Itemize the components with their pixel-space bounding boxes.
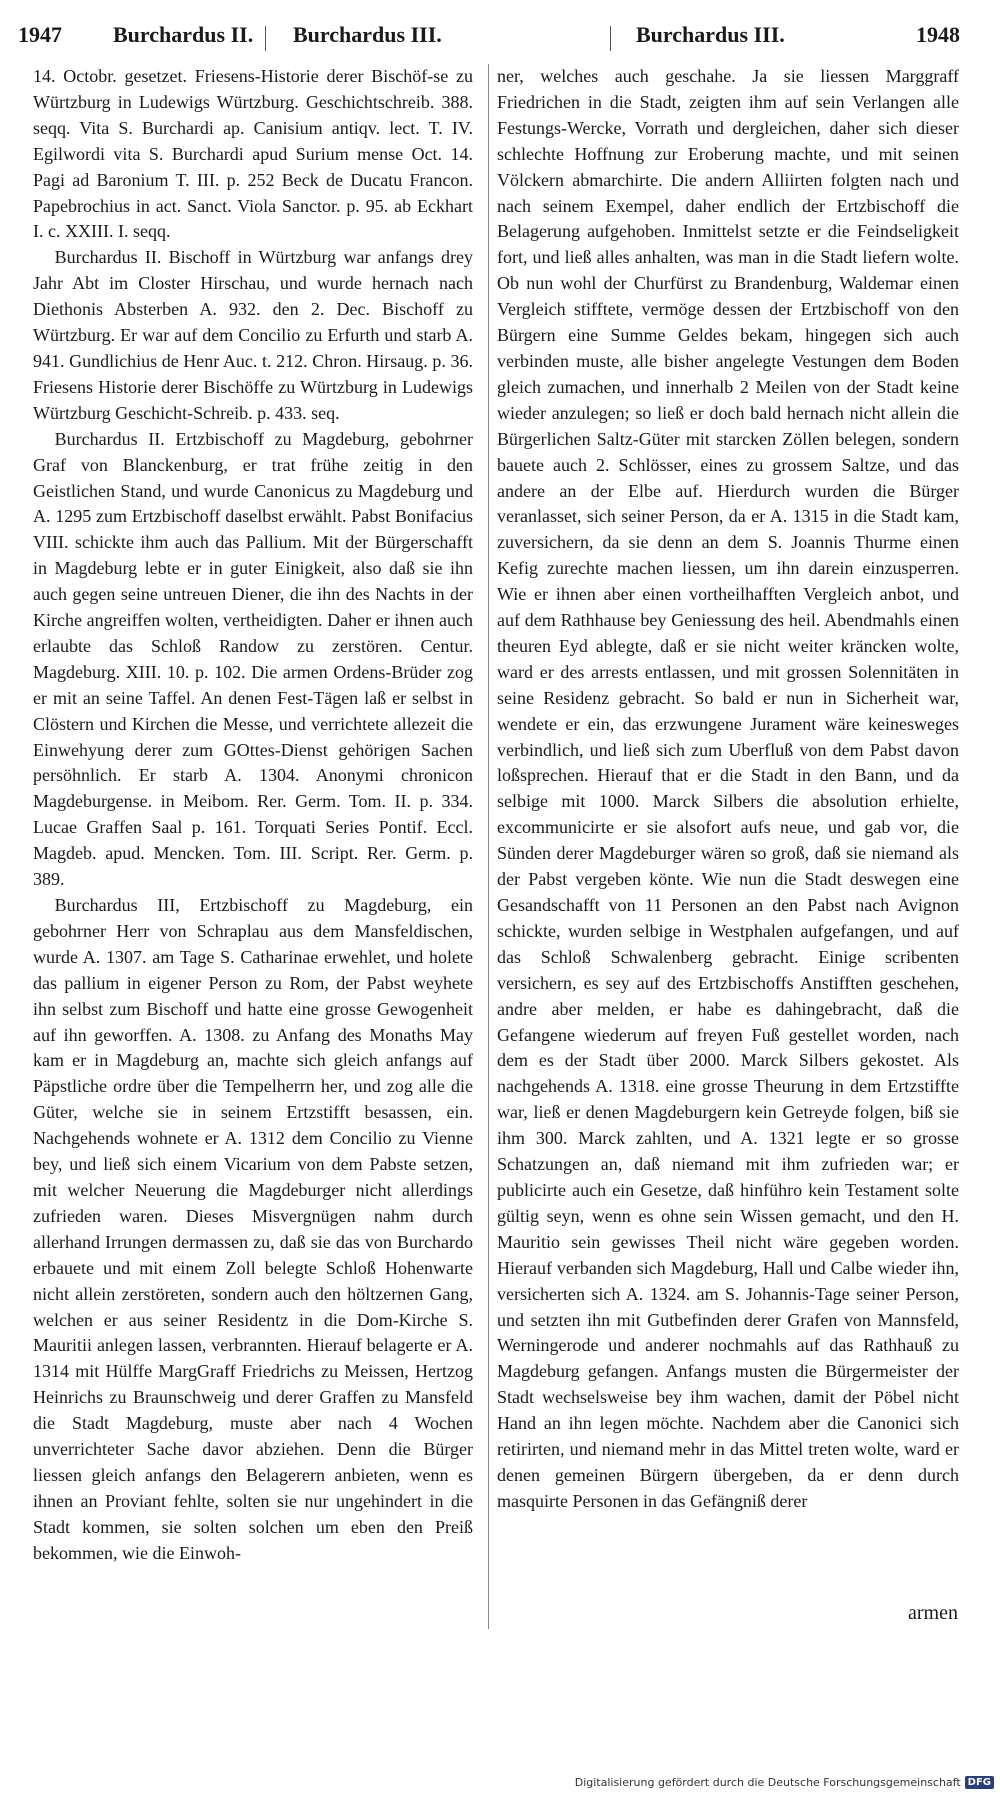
column-rule (488, 64, 489, 1629)
page-number-right: 1948 (916, 22, 960, 47)
page-header (18, 22, 960, 56)
dfg-logo: DFG (965, 1776, 994, 1789)
paragraph: Burchardus II. Bischoff in Würtzburg war anfangs drey Jahr Abt im Closter Hirschau, und wurde hernach nach Diethonis Absterben A. 932. den 2. Dec. Bischoff zu Würtzburg. Er war auf dem Concilio zu Erfurth und starb A. 941. Gundlichius de Henr Auc. t. 212. Chron. Hirsaug. p. 36. Friesens Historie derer Bischöffe zu Würtzburg in Ludewigs Würtzburg Geschicht-Schreib. p. 433. seq. (33, 247, 473, 423)
left-column (33, 64, 473, 1567)
header-divider (610, 26, 611, 51)
running-title-left-2: Burchardus III. (293, 22, 442, 47)
paragraph: 14. Octobr. gesetzet. Friesens-Historie derer Bischöf-se zu Würtzburg in Ludewigs Würtzburg. Geschichtschreib. 388. seqq. Vita S. Burchardi ap. Canisium antiqv. lect. T. IV. Egilwordi vita S. Burchardi apud Surium mense Oct. 14. Pagi ad Baronium T. III. p. 252 Beck de Ducatu Francon. Papebrochius in act. Sanct. Viola Sanctor. p. 95. ab Eckhart I. c. XXIII. I. seqq. (33, 66, 473, 242)
footer (575, 1776, 994, 1789)
page-number-left: 1947 (18, 22, 62, 47)
running-title-left-1: Burchardus II. (113, 22, 254, 47)
catchword: armen (908, 1602, 958, 1624)
paragraph: Burchardus III, Ertzbischoff zu Magdeburg, ein gebohrner Herr von Schraplau aus dem Mansfeldischen, wurde A. 1307. am Tage S. Catharinae erwehlet, und holete das pallium in eigener Person zu Rom, der Pabst weyhete ihn selbst zum Bischoff und hatte eine grosse Gewogenheit auf ihn geworffen. A. 1308. zu Anfang des Monaths May kam er in Magdeburg an, machte sich gleich anfangs auf Päpstliche ordre über die Tempelherrn her, und zog alle die Güter, welche sie in seinem Ertzstifft besassen, ein. Nachgehends wohnete er A. 1312 dem Concilio zu Vienne bey, und ließ sich einem Vicarium von dem Pabste setzen, mit welcher Neuerung die Magdeburger nicht allerdings zufrieden waren. Dieses Misvergnügen nahm durch allerhand Irrungen dermassen zu, daß sie das von Burchardo erbauete und mit einem Zoll belegte Schloß Hohenwarte nicht allein zerstöreten, sondern auch den höltzernen Gang, welchen er aus seiner Residentz in die Dom-Kirche S. Mauritii anlegen lassen, verbrannten. Hierauf belagerte er A. 1314 mit Hülffe MargGraff Friedrichs zu Meissen, Hertzog Heinrichs zu Braunschweig und derer Graffen zu Mansfeld die Stadt Magdeburg, muste aber nach 4 Wochen unverrichteter Sache davor abziehen. Denn die Bürger liessen gleich anfangs den Belagerern anbieten, wenn es ihnen an Proviant fehlte, solten sie nur ungehindert in die Stadt kommen, sie solten solchen um eben den Preiß bekommen, wie die Einwoh- (33, 895, 473, 1563)
header-divider (265, 26, 266, 51)
right-column (497, 64, 959, 1515)
running-title-right: Burchardus III. (636, 22, 785, 47)
paragraph: Burchardus II. Ertzbischoff zu Magdeburg, gebohrner Graf von Blanckenburg, er trat frühe zeitig in den Geistlichen Stand, und wurde Canonicus zu Magdeburg und A. 1295 zum Ertzbischoff daselbst erwählt. Pabst Bonifacius VIII. schickte ihm auch das Pallium. Mit der Bürgerschafft in Magdeburg lebte er in guter Einigkeit, also daß sie ihn auch gegen seine untreuen Diener, die ihn des Nachts in der Kirche angreiffen wolten, vertheidigten. Daher er ihnen auch erlaubte das Schloß Randow zu zerstören. Centur. Magdeburg. XIII. 10. p. 102. Die armen Ordens-Brüder zog er mit an seine Taffel. An denen Fest-Tägen laß er selbst in Clöstern und Kirchen die Messe, und verrichtete allezeit die Einwehyung derer zum GOttes-Dienst gehörigen Sachen persöhnlich. Er starb A. 1304. Anonymi chronicon Magdeburgense. in Meibom. Rer. Germ. Tom. II. p. 334. Lucae Graffen Saal p. 161. Torquati Series Pontif. Eccl. Magdeb. apud. Mencken. Tom. III. Script. Rer. Germ. p. 389. (33, 428, 473, 890)
footer-text: Digitalisierung gefördert durch die Deutsche Forschungsgemeinschaft (574, 1776, 961, 1789)
paragraph: ner, welches auch geschahe. Ja sie liessen Marggraff Friedrichen in die Stadt, zeigten ihm auf sein Verlangen alle Festungs-Wercke, Vorrath und dergleichen, daher sich dieser schlechte Hoffnung zur Eroberung machte, und mit seinen Völckern abmarchirte. Die andern Alliirten folgten nach und nach seinem Exempel, daher endlich der Ertzbischoff die Belagerung aufgehoben. Inmittelst setzte er die Feindseligkeit fort, und ließ alles anhalten, was man in die Stadt liefern wolte. Ob nun wohl der Churfürst zu Brandenburg, Waldemar einen Vergleich stifftete, vermöge dessen der Ertzbischoff von den Bürgern eine Summe Geldes bekam, hingegen sich auch verbinden muste, alle bisher angelegte Vestungen dem Boden gleich zumachen, und innerhalb 2 Meilen von der Stadt keine wieder anzulegen; so ließ er doch bald hernach nicht allein die Bürgerlichen Saltz-Güter mit starcken Zöllen belegen, sondern bauete auch 2. Schlösser, eines zu grossem Saltze, und das andere an der Elbe auf. Hierdurch wurden die Bürger veranlasset, sich seiner Person, da er A. 1315 in die Stadt kam, zuversichern, da sie denn an dem S. Joannis Thurme einen Kefig zurechte machen liessen, um ihn darein einzusperren. Wie er ihnen aber einen vortheilhafften Vergleich anbot, und auf dem Rathhause bey Geniessung des heil. Abendmahls einen theuren Eyd ablegte, daß er sie nicht weiter kräncken wolte, ward er des arrests entlassen, und mit grossen Solennitäten in seine Residenz gebracht. So bald er nun in Sicherheit war, wendete er ein, das erzwungene Jurament wäre keinesweges verbindlich, und ließ sich zum Uberfluß von dem Pabst davon loßsprechen. Hierauf that er die Stadt in den Bann, und da selbige mit 1000. Marck Silbers die absolution erhielte, excommunicirte er sie alsofort aufs neue, und gab vor, die Sünden derer Magdeburger wären so groß, daß sie niemand als der Pabst vergeben könte. Wie nun die Stadt deswegen eine Gesandschafft von 11 Personen an den Pabst nach Avignon schickte, wurden selbige in Westphalen aufgefangen, und auf das Schloß Schwalenberg gebracht. Einige scribenten versichern, es sey auf des Ertzbischoffs Anstifften geschehen, andre aber melden, er habe es dahingebracht, daß die Gefangene wiederum auf freyen Fuß gestellet worden, nach dem es der Stadt über 2000. Marck Silbers gekostet. Als nachgehends A. 1318. eine grosse Theurung in dem Ertzstiffte war, ließ er denen Magdeburgern kein Getreyde folgen, biß sie ihm 300. Marck zahlten, und A. 1321 legte er so grosse Schatzungen an, daß niemand mit ihm zufrieden war; er publicirte auch ein Gesetze, daß hinführo kein Testament solte gültig seyn, wenn es ohne sein Wissen gemacht, und den H. Mauritio sein gewisses Theil nicht wäre gegeben worden. Hierauf verbanden sich Magdeburg, Hall und Calbe wieder ihn, versicherten sich A. 1324. am S. Johannis-Tage seiner Person, und setzten ihn mit Gutbefinden derer Grafen von Mannsfeld, Werningerode und anderer nochmahls auf das Rathhauß zu Magdeburg gefangen. Anfangs musten die Bürgermeister der Stadt wechselsweise bey ihm wachen, damit der Pöbel nicht Hand an ihn legen möchte. Nachdem aber die Canonici sich retirirten, und niemand mehr in das Mittel treten wolte, ward er denen gemeinen Bürgern übergeben, da er denn durch masquirte Personen in das Gefängniß derer (497, 66, 959, 1511)
